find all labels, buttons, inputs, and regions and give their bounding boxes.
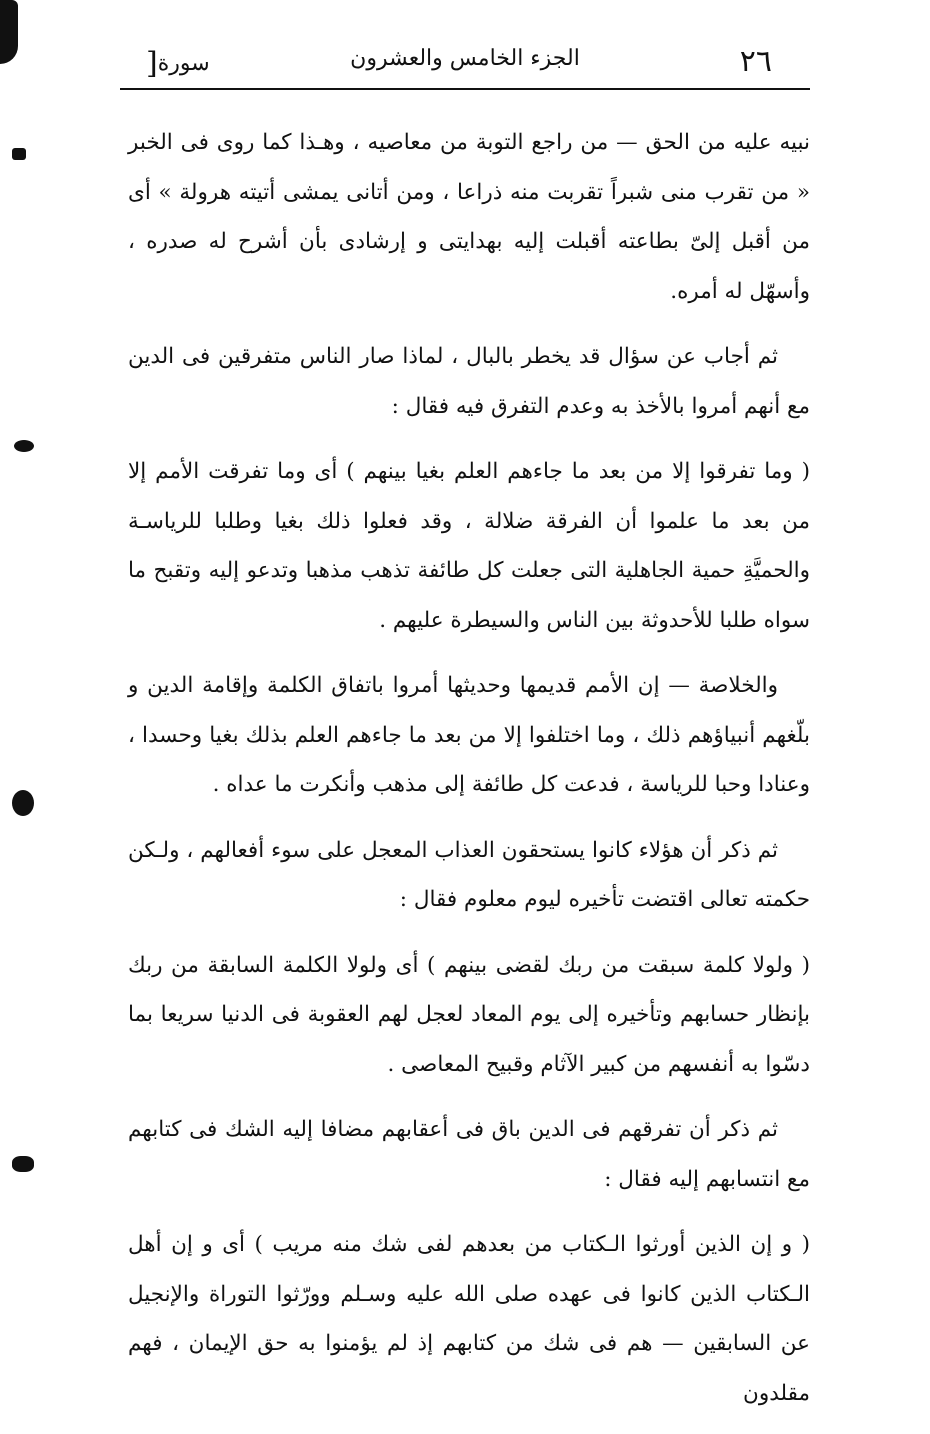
surah-label: سورة (157, 51, 210, 76)
paragraph: ثم ذكر أن هؤلاء كانوا يستحقون العذاب المعجل على سوء أفعالهم ، ولـكن حكمته تعالى اقتضت تأخيره ليوم معلوم فقال : (128, 837, 810, 912)
paragraph: نبيه عليه من الحق — من راجع التوبة من معاصيه ، وهـذا كما روى فى الخبر « من تقرب منى شبراً تقربت منه ذراعا ، ومن أتانى يمشى أتيته هرولة » أى من أقبل إلىّ بطاعته أقبلت إليه بهدايتى و إرشادى بأن أشرح له صدره ، وأسهّل له أمره. (128, 130, 810, 304)
scan-speck (12, 1156, 34, 1172)
bracket-glyph-icon: [ (146, 46, 158, 81)
page-number: ٢٦ (739, 44, 772, 79)
paragraph: ( و إن الذين أورثوا الـكتاب من بعدهم لفى شك منه مريب ) أى و إن أهل الـكتاب الذين كانوا فى عهده صلى الله عليه وسـلم وورّثوا التوراة والإنجيل عن السابقين — هم فى شك من كتابهم إذ لم يؤمنوا به حق الإيمان ، فهم مقلدون (128, 1232, 810, 1406)
paragraph: ( وما تفرقوا إلا من بعد ما جاءهم العلم بغيا بينهم ) أى وما تفرقت الأمم إلا من بعد ما علموا أن الفرقة ضلالة ، وقد فعلوا ذلك بغيا وطلبا للرياسـة والحميَّةِ حمية الجاهلية التى جعلت كل طائفة تذهب مذهبا وتدعو إليه وتقبح ما سواه طلبا للأحدوثة بين الناس والسيطرة عليهم . (128, 459, 810, 633)
paragraph: ثم ذكر أن تفرقهم فى الدين باق فى أعقابهم مضافا إليه الشك فى كتابهم مع انتسابهم إليه فقال : (128, 1117, 810, 1192)
part-title: الجزء الخامس والعشرون (350, 46, 580, 71)
scan-speck (14, 440, 34, 452)
surah-label-group (138, 46, 210, 81)
paragraph: ثم أجاب عن سؤال قد يخطر بالبال ، لماذا صار الناس متفرقين فى الدين مع أنهم أمروا بالأخذ به وعدم التفرق فيه فقال : (128, 344, 810, 419)
scan-speck (12, 148, 26, 160)
scan-speck (12, 790, 34, 816)
paragraph: والخلاصة — إن الأمم قديمها وحديثها أمروا باتفاق الكلمة وإقامة الدين و بلّغهم أنبياؤهم ذلك ، وما اختلفوا إلا من بعد ما جاءهم العلم بذلك بغيا وحسدا ، وعنادا وحبا للرياسة ، فدعت كل طائفة إلى مذهب وأنكرت ما عداه . (128, 673, 810, 797)
running-header (120, 36, 810, 90)
scan-edge-mark (0, 0, 18, 64)
page-body (128, 118, 810, 1434)
paragraph: ( ولولا كلمة سبقت من ربك لقضى بينهم ) أى ولولا الكلمة السابقة من ربك بإنظار حسابهم وتأخيره إلى يوم المعاد لعجل لهم العقوبة فى الدنيا سريعا بما دسّوا به أنفسهم من كبير الآثام وقبيح المعاصى . (128, 952, 810, 1077)
